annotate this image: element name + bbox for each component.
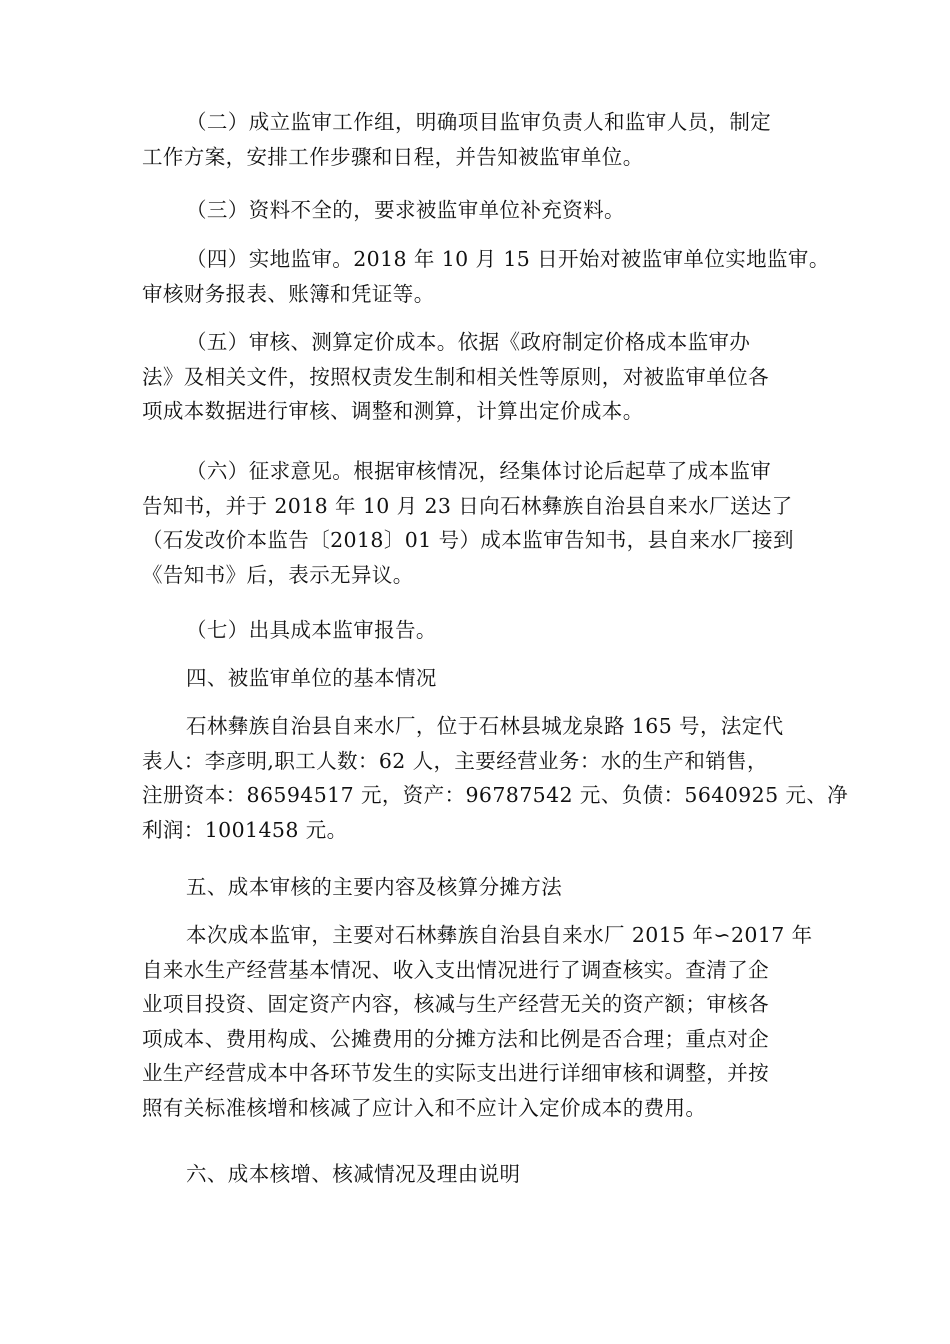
paragraph-line: 项成本数据进行审核、调整和测算，计算出定价成本。 — [142, 399, 644, 424]
paragraph-line: （六）征求意见。根据审核情况，经集体讨论后起草了成本监审 — [186, 459, 772, 483]
paragraph-line: 项成本、费用构成、公摊费用的分摊方法和比例是否合理；重点对企 — [142, 1026, 769, 1051]
paragraph-line: 五、成本审核的主要内容及核算分摊方法 — [186, 875, 563, 899]
paragraph-step-4 — [142, 242, 830, 311]
paragraph-line: 工作方案，安排工作步骤和日程，并告知被监审单位。 — [142, 144, 644, 169]
paragraph-line: 本次成本监审，主要对石林彝族自治县自来水厂 2015 年∽2017 年 — [186, 923, 813, 947]
paragraph-line: （三）资料不全的，要求被监审单位补充资料。 — [186, 198, 625, 222]
paragraph-line: 六、成本核增、核减情况及理由说明 — [186, 1162, 521, 1186]
paragraph-line: 业项目投资、固定资产内容，核减与生产经营无关的资产额；审核各 — [142, 992, 769, 1017]
paragraph-step-5 — [142, 325, 822, 429]
paragraph-step-6 — [142, 454, 822, 592]
paragraph-line: 四、被监审单位的基本情况 — [186, 666, 437, 690]
paragraph-step-3 — [142, 193, 822, 228]
paragraph-line: 业生产经营成本中各环节发生的实际支出进行详细审核和调整，并按 — [142, 1061, 769, 1086]
section-heading-6 — [142, 1157, 822, 1192]
section-heading-4 — [142, 661, 822, 696]
paragraph-line: （七）出具成本监审报告。 — [186, 618, 437, 642]
paragraph-step-7 — [142, 613, 822, 648]
paragraph-basic-info — [142, 709, 849, 847]
paragraph-line: 照有关标准核增和核减了应计入和不应计入定价成本的费用。 — [142, 1095, 707, 1120]
paragraph-line: 法》及相关文件，按照权责发生制和相关性等原则，对被监审单位各 — [142, 364, 769, 389]
paragraph-line: 告知书，并于 2018 年 10 月 23 日向石林彝族自治县自来水厂送达了 — [142, 493, 793, 518]
paragraph-line: （石发改价本监告〔2018〕01 号）成本监审告知书，县自来水厂接到 — [142, 528, 794, 553]
paragraph-line: 注册资本：86594517 元，资产：96787542 元、负债：5640925 元、净 — [142, 783, 849, 808]
paragraph-audit-content — [142, 918, 822, 1126]
paragraph-line: 《告知书》后，表示无异议。 — [142, 562, 414, 587]
section-heading-5 — [142, 870, 822, 905]
paragraph-line: 审核财务报表、账簿和凭证等。 — [142, 281, 435, 306]
paragraph-line: 利润：1001458 元。 — [142, 817, 348, 842]
paragraph-line: （二）成立监审工作组，明确项目监审负责人和监审人员，制定 — [186, 110, 772, 134]
paragraph-line: （五）审核、测算定价成本。依据《政府制定价格成本监审办 — [186, 330, 751, 354]
paragraph-line: 石林彝族自治县自来水厂，位于石林县城龙泉路 165 号，法定代 — [186, 714, 784, 738]
paragraph-line: 自来水生产经营基本情况、收入支出情况进行了调查核实。查清了企 — [142, 957, 769, 982]
paragraph-step-2 — [142, 105, 822, 174]
paragraph-line: 表人：李彦明,职工人数：62 人，主要经营业务：水的生产和销售， — [142, 748, 768, 773]
paragraph-line: （四）实地监审。2018 年 10 月 15 日开始对被监审单位实地监审。 — [186, 247, 830, 271]
